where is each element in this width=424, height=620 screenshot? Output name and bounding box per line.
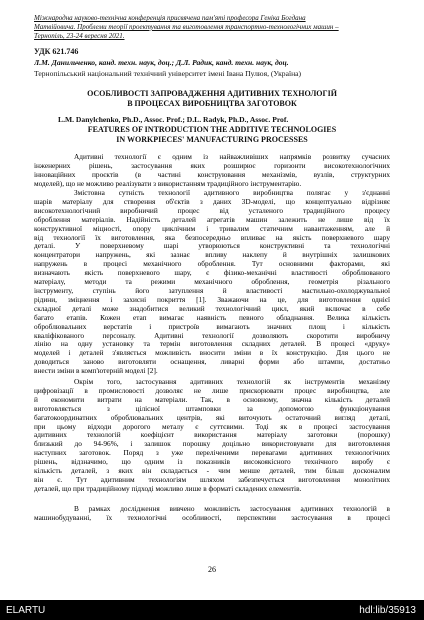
text-line: інноваційних проєктів (в частині конструювання механізмів, вузлів, структурних [34,170,390,179]
text-line: оброблювальних верстатів і пристроїв вимагають значних площ і кількість [34,322,390,331]
text-line: складної деталі може знадобитися великий технологічний цикл, який включає в себе [34,304,390,313]
text-line: інженерних рішень, застосування яких розширює горизонти високотехнологічних [34,161,390,170]
text-line: від технології їх виготовлення, яка безпосередньо впливає на якість поверхневого шару [34,233,390,242]
page-number: 26 [208,565,216,574]
text-line: адитивних технологій коефіцієнт використання матеріалу заготовки (порошку) [34,431,390,440]
text-line: концентратори напружень, які зазнає впливу наклепу й внутрішніх залишкових [34,251,390,260]
text-line: рідини, зміцнення і захисні покриття [1]. Зважаючи на це, для виготовлення однієї [34,295,390,304]
text-line: при цьому відходи дорогого металу є суттєвими. Тоді як в процесі застосування [34,422,390,431]
handle-id: hdl:lib/35913 [359,605,416,616]
title-en: FEATURES OF INTRODUCTION THE ADDITIVE TECHNOLOGIES [87,125,337,134]
authors-en: L.M. Danylchenko, Ph.D., Assoc. Prof.; D.L. Radyk, Ph.D., Assoc. Prof. [58,115,289,124]
text-line: Адитивні технології є одним із найважливіших напрямків розвитку сучасних [74,153,390,161]
affiliation: Тернопільський національний технічний університет імені Івана Пулюя, (Україна) [34,69,302,78]
text-line: й економити витрати на матеріали. Так, в основному, значна кількість деталей [34,395,390,404]
conference-header-line: Тернопіль, 23-24 вересня 2021. [34,32,125,40]
text-line: він є. Тут адитивним технологіям шляхом забезпечується виготовлення монолітних [34,475,390,484]
text-line: виготовляється з цілісної штамповки за допомогою функціонування [34,404,390,413]
text-line: матеріалу, методи та режими механічного оброблення, геометрія різального [34,278,390,287]
text-line: деталі. У поверхневому шарі утворюються конструктивні та технологічні [34,242,390,251]
udc-code: УДК 621.746 [34,47,79,56]
text-line: інструменту, ступінь його затуплення й властивості мастильно-охолоджувальної [34,286,390,295]
text-line: визначають якість поверхневого шару, є фізико-механічні властивості оброблюваного [34,269,390,278]
text-line: доводиться заново виготовляти оснащення, ливарні форми або штампи, достатньо [34,358,390,367]
text-line: наступних заготовок. Поряд з уже переліченими перевагами адитивних технологічних [34,449,390,458]
text-line: Окрім того, застосування адитивних технологій як інструментів механізму [74,378,390,386]
text-line: Змістовна сутність технології адитивного виробництва полягає у з'єднанні [74,189,390,197]
text-line: внести зміни в комп'ютерній моделі [2]. [34,367,158,376]
text-line: багато етапів. Кожен етап вимагає наявність певного обладнання. Велика кількість [34,313,390,322]
text-line: рішень, відзначимо, що одним із показників високоякісного технічного виробу є [34,458,390,467]
text-line: напружень в процесі механічного оброблення. Тут основними факторами, які [34,260,390,269]
title-ua: ОСОБЛИВОСТІ ЗАПРОВАДЖЕННЯ АДИТИВНИХ ТЕХНОЛОГІЙ [87,89,337,98]
conference-header-line: Міжнародна науково-технічна конференція присвячена пам'яті професора Геніка Богдана [34,14,306,22]
title-en: IN WORKPIECES' MANUFACTURING PROCESSES [116,135,308,144]
text-line: кількість деталей, з яких він складається - чим менше деталей, тим більш досконалим [34,467,390,476]
repository-label: ELARTU [6,605,46,616]
conference-header-line: Матвійовича. Проблеми теорії проектування та виготовлення транспортно-технологічних машин – [34,23,339,31]
authors-ua: Л.М. Данильченко, канд. техн. наук, доц.; Д.Л. Радик, канд. техн. наук, доц. [34,58,289,67]
text-line: В рамках дослідження вивчено можливість застосування адитивних технологій в [74,505,390,513]
text-line: деталей, що при традиційному підході можливо лише в форматі складених елементів. [34,484,302,493]
paragraph [34,153,390,189]
text-line: близький до 94-96%, і залишок порошку доцільно використовувати для виготовлення [34,440,390,449]
paragraph [34,505,390,523]
title-ua: В ПРОЦЕСАХ ВИРОБНИЦТВА ЗАГОТОВОК [127,99,297,108]
text-line: шарів матеріалу для створення об'єктів з даних 3D-моделі, що концептуально відрізняє [34,197,390,206]
text-line: моделей), що не можливо реалізувати з використанням традиційного інструментарію. [34,179,302,188]
text-line: кваліфікованого персоналу. Адитивні технології дозволяють скоротити виробничу [34,331,390,340]
text-line: моделей і деталей з'являється можливість вносити зміни в їх конструкцію. Для цього не [34,349,390,358]
text-line: машинобудуванні, їх технологічні особливості, перспективи застосування в процесі [34,513,390,522]
text-line: лінію на одну установку та термін виготовлення складних деталей. В процесі «друку» [34,340,390,349]
text-line: оброблення матеріалів. Надійність деталей агрегатів машин залежить не лише від їх [34,215,390,224]
text-line: багатокоординатних оброблювальних центрів, які виточують остаточний вигляд деталі, [34,413,390,422]
footer-bar [0,600,424,620]
paragraph [34,189,390,376]
paragraph [34,378,390,494]
text-line: цифровізації в промисловості дозволяє не лише прискорювати процес виробництва, але [34,386,390,395]
text-line: конструктивної міцності, опору циклічним і тривалим статичним навантаженням, але й [34,224,390,233]
text-line: високотехнологічний виробничий процес від усталеного традиційного процесу [34,206,390,215]
